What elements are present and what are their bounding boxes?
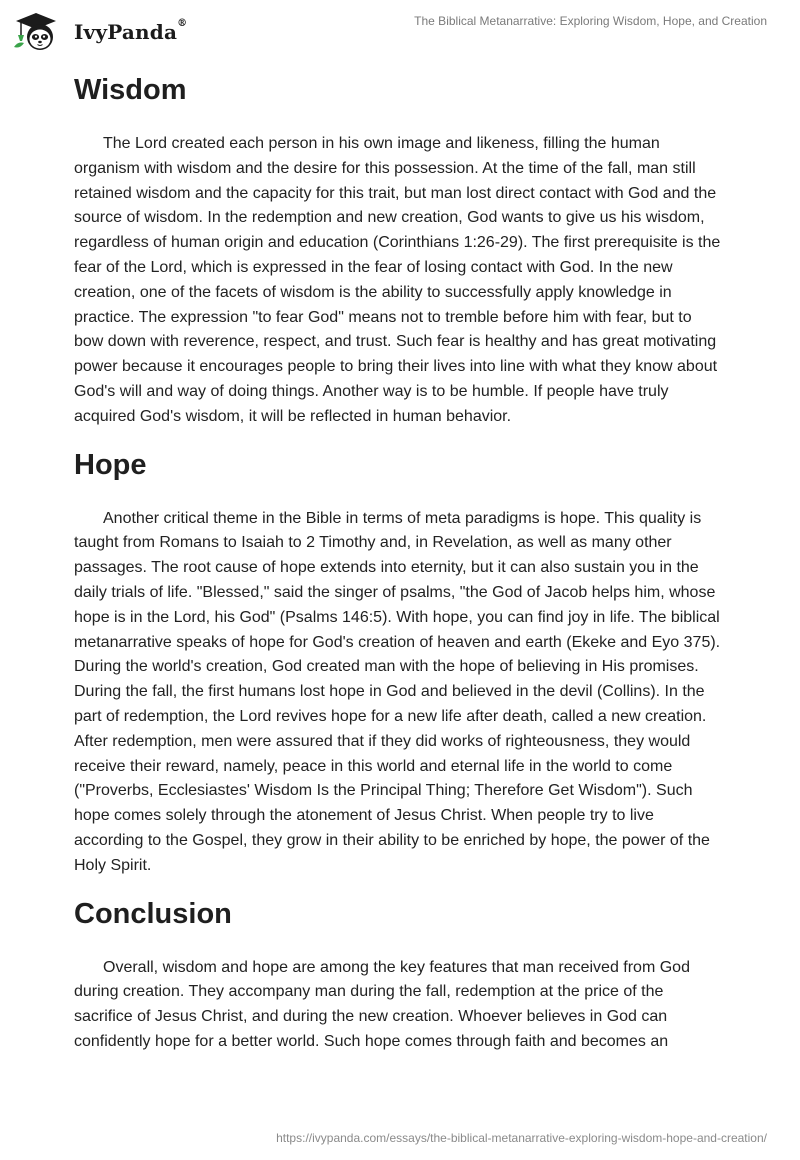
section-conclusion — [74, 896, 724, 1055]
source-url-link[interactable]: https://ivypanda.com/essays/the-biblical-metanarrative-exploring-wisdom-hope-and-creation/ — [276, 1131, 767, 1145]
panda-graduation-cap-icon — [12, 11, 68, 53]
section-heading: Hope — [74, 448, 147, 481]
section-heading: Conclusion — [74, 897, 232, 930]
section-heading: Wisdom — [74, 74, 187, 106]
document-title: The Biblical Metanarrative: Exploring Wisdom, Hope, and Creation — [414, 14, 767, 28]
section-paragraph: Another critical theme in the Bible in terms of meta paradigms is hope. This quality is taught from Romans to Isaiah to 2 Timothy and, in Revelation, as well as many other passages. The root cause of hope extends into eternity, but it can also sustain you in the daily trials of life. "Blessed," said the singer of psalms, "the God of Jacob helps him, whose hope is in the Lord, his God" (Psalms 146:5). With hope, you can find joy in life. The biblical metanarrative speaks of hope for God's creation of heaven and earth (Ekeke and Eyo 375). During the world's creation, God created man with the hope of believing in His promises. During the fall, the first humans lost hope in God and believed in the devil (Collins). In the part of redemption, the Lord revives hope for a new life after death, called a new creation. After redemption, men were assured that if they did works of righteousness, they would receive their reward, namely, peace in this world and eternal life in the world to come ("Proverbs, Ecclesiastes' Wisdom Is the Principal Thing; Therefore Get Wisdom"). Such hope comes solely through the atonement of Jesus Christ. When people try to live according to the Gospel, they grow in their ability to be enriched by hope, the power of the Holy Spirit. — [74, 509, 721, 874]
section-hope — [74, 447, 724, 879]
page-header — [0, 0, 800, 64]
essay-body — [74, 72, 724, 1055]
section-wisdom — [74, 72, 724, 430]
section-paragraph: The Lord created each person in his own image and likeness, filling the human organism with wisdom and the desire for this possession. At the time of the fall, man still retained wisdom and the capacity for this trait, but man lost direct contact with God and the source of wisdom. In the redemption and new creation, God wants to give us his wisdom, regardless of human origin and education (Corinthians 1:26-29). The first prerequisite is the fear of the Lord, which is expressed in the fear of losing contact with God. In the new creation, one of the facets of wisdom is the ability to successfully apply knowledge in practice. The expression "to fear God" means not to tremble before him with fear, but to bow down with reverence, respect, and trust. Such fear is healthy and has great motivating power because it encourages people to bring their lives into line with what they know about God's will and way of doing things. Another way is to be humble. If people have truly acquired God's wisdom, it will be reflected in human behavior. — [74, 135, 721, 425]
ivypanda-logo[interactable] — [12, 10, 187, 54]
section-paragraph: Overall, wisdom and hope are among the key features that man received from God during creation. They accompany man during the fall, redemption at the price of the sacrifice of Jesus Christ, and during the new creation. Whoever believes in God can confidently hope for a better world. Such hope comes through faith and becomes an — [74, 958, 690, 1050]
brand-name: IvyPanda® — [74, 18, 188, 44]
